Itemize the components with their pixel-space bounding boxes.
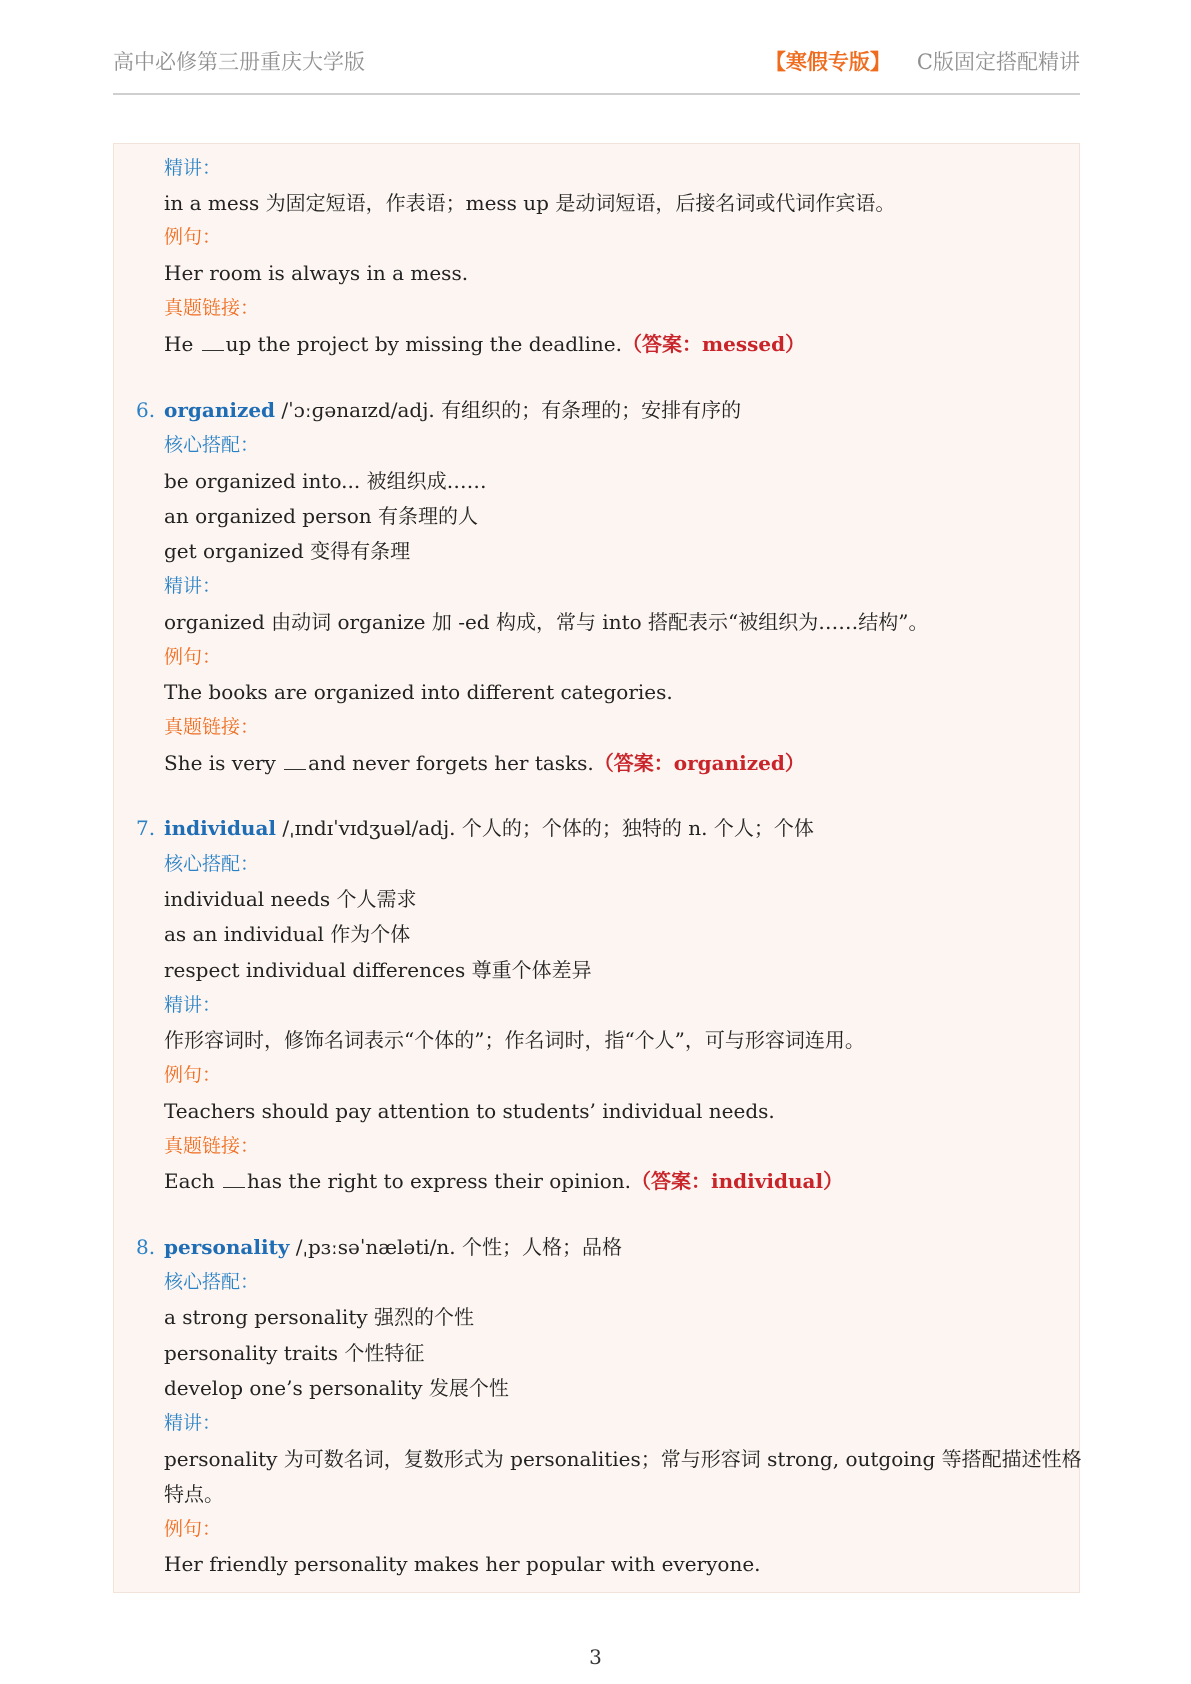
header-right [765,46,1080,76]
entry-headword-line [164,1234,622,1260]
explain-label: 精讲： [164,1412,222,1434]
explain-label: 精讲： [164,575,222,597]
headword-definition: /ˈɔːɡənaɪzd/adj. 有组织的；有条理的；安排有序的 [275,398,742,422]
entry-number: 8. [136,1235,156,1259]
exam-question [164,1168,843,1194]
core-item: individual needs 个人需求 [164,887,417,911]
explain-text-cont: 特点。 [164,1482,224,1506]
answer-suffix: ） [784,751,805,775]
fill-blank [223,1171,245,1188]
exam-text-before: He [164,332,200,356]
answer-prefix: （答案： [593,751,674,775]
answer [594,751,805,775]
core-item: get organized 变得有条理 [164,539,411,563]
explain-label: 精讲： [164,994,222,1016]
core-item: personality traits 个性特征 [164,1341,425,1365]
exam-text-after: up the project by missing the deadline. [225,332,622,356]
core-item: develop one’s personality 发展个性 [164,1376,509,1400]
core-label: 核心搭配： [164,1271,260,1293]
page-header [113,46,1080,76]
headword: personality [164,1235,290,1259]
example-label: 例句： [164,646,222,668]
explain-text: personality 为可数名词，复数形式为 personalities；常与形容词 strong, outgoing 等搭配描述性格 [164,1447,1082,1471]
entry-headword-line [164,397,741,423]
explain-text: organized 由动词 organize 加 -ed 构成，常与 into 搭配表示“被组织为……结构”。 [164,610,929,634]
core-item: be organized into... 被组织成…… [164,469,487,493]
intro-example-text: Her room is always in a mess. [164,261,469,285]
section-title: C版固定搭配精讲 [916,50,1080,74]
answer-word: messed [701,332,786,356]
exam-question [164,750,805,776]
exam-text-before: She is very [164,751,283,775]
example-text: Her friendly personality makes her popular with everyone. [164,1552,761,1576]
headword: organized [164,398,276,422]
core-label: 核心搭配： [164,853,260,875]
answer-prefix: （答案： [621,332,702,356]
answer-prefix: （答案： [631,1169,712,1193]
exam-label: 真题链接： [164,1135,260,1157]
answer [622,332,805,356]
intro-exam-label: 真题链接： [164,297,260,319]
explain-text: 作形容词时，修饰名词表示“个体的”；作名词时，指“个人”，可与形容词连用。 [164,1028,865,1052]
headword-definition: /ˌpɜːsəˈnæləti/n. 个性；人格；品格 [289,1235,622,1259]
exam-text-after: has the right to express their opinion. [246,1169,632,1193]
fill-blank [284,753,306,770]
book-title: 高中必修第三册重庆大学版 [113,50,365,74]
exam-text-before: Each [164,1169,221,1193]
core-item: a strong personality 强烈的个性 [164,1305,475,1329]
answer-suffix: ） [823,1169,844,1193]
example-text: Teachers should pay attention to students’ individual needs. [164,1099,775,1123]
edition-badge: 【寒假专版】 [764,50,891,74]
fill-blank [202,334,224,351]
header-divider [113,93,1080,95]
answer [631,1169,843,1193]
answer-word: individual [711,1169,824,1193]
entry-number: 6. [136,398,156,422]
exam-text-after: and never forgets her tasks. [308,751,594,775]
intro-explain-label: 精讲： [164,157,222,179]
entry-headword-line [164,815,814,841]
answer-suffix: ） [785,332,806,356]
entry-number: 7. [136,816,156,840]
page-number: 3 [589,1645,602,1669]
headword-definition: /ˌɪndɪˈvɪdʒuəl/adj. 个人的；个体的；独特的 n. 个人；个体 [276,816,814,840]
exam-label: 真题链接： [164,716,260,738]
answer-word: organized [673,751,785,775]
intro-exam-question [164,331,805,357]
example-text: The books are organized into different categories. [164,680,673,704]
example-label: 例句： [164,1518,222,1540]
headword: individual [164,816,277,840]
intro-example-label: 例句： [164,226,222,248]
core-item: as an individual 作为个体 [164,922,411,946]
core-item: an organized person 有条理的人 [164,504,479,528]
core-label: 核心搭配： [164,434,260,456]
core-item: respect individual differences 尊重个体差异 [164,958,592,982]
intro-explain-text: in a mess 为固定短语，作表语；mess up 是动词短语，后接名词或代词作宾语。 [164,191,896,215]
example-label: 例句： [164,1064,222,1086]
